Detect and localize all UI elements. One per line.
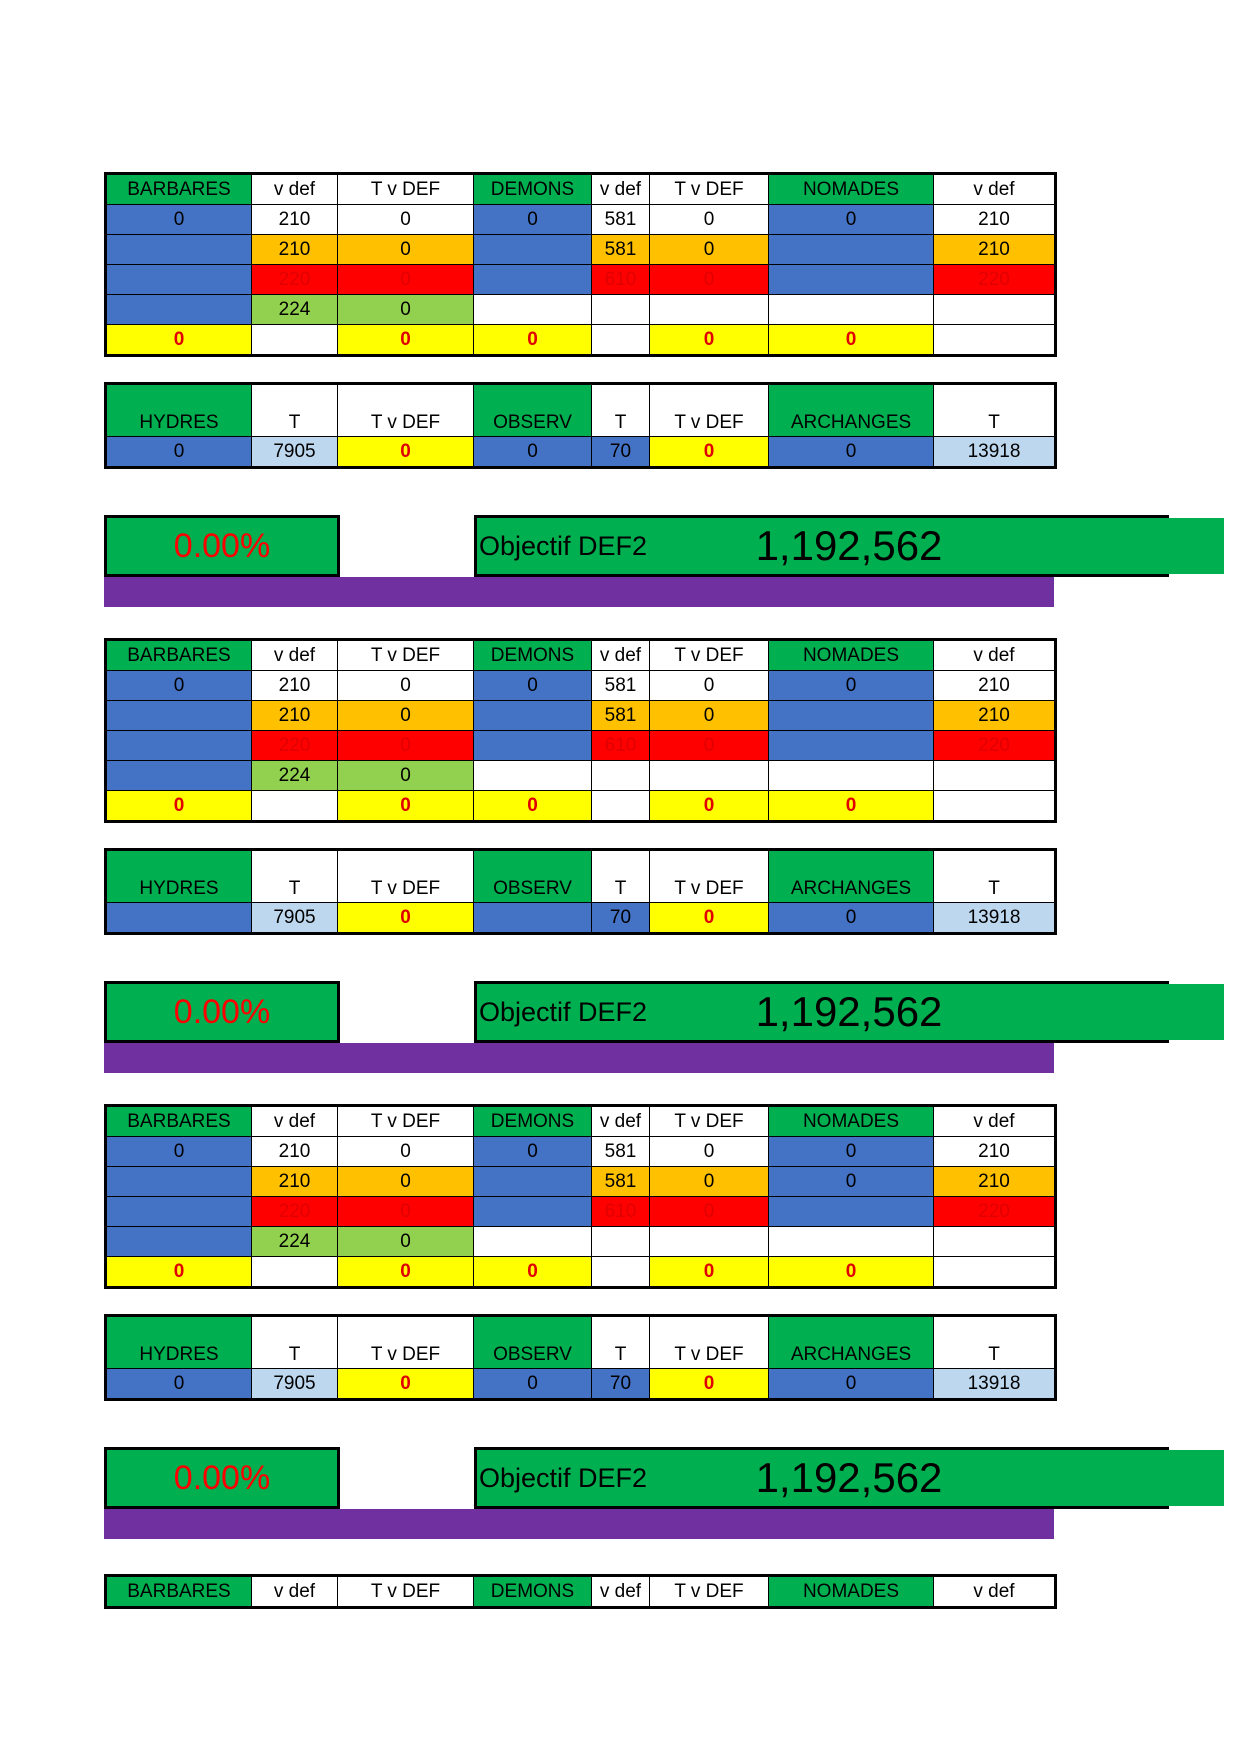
header-cell[interactable]: BARBARES <box>106 174 252 205</box>
table-row <box>106 1369 1056 1400</box>
header-cell[interactable]: T v DEF <box>338 174 474 205</box>
table-cell[interactable]: 0 <box>769 791 934 822</box>
table-cell[interactable] <box>769 295 934 325</box>
table-cell[interactable]: 0 <box>474 1257 592 1288</box>
objective-value: 1,192,562 <box>649 1447 1169 1509</box>
header-cell[interactable]: T v DEF <box>650 1576 769 1608</box>
table-cell[interactable]: 581 <box>592 205 650 235</box>
table-cell[interactable]: 210 <box>934 701 1056 731</box>
header-cell[interactable]: T v DEF <box>650 850 769 903</box>
table-row <box>106 325 1056 356</box>
objective-value: 1,192,562 <box>649 515 1169 577</box>
header-cell[interactable]: HYDRES <box>106 850 252 903</box>
header-cell[interactable]: T v DEF <box>338 1106 474 1137</box>
special-unit-table <box>104 382 1057 469</box>
table-cell[interactable]: 0 <box>474 1137 592 1167</box>
header-cell[interactable]: T <box>252 850 338 903</box>
header-cell[interactable]: v def <box>592 640 650 671</box>
table-cell[interactable]: 0 <box>338 671 474 701</box>
header-cell[interactable]: v def <box>252 174 338 205</box>
table-cell[interactable]: 0 <box>338 731 474 761</box>
table-cell[interactable] <box>934 791 1056 822</box>
table-cell[interactable]: 0 <box>106 437 252 468</box>
table-cell[interactable]: 0 <box>474 1369 592 1400</box>
table-row <box>106 1137 1056 1167</box>
table-cell[interactable]: 0 <box>338 1227 474 1257</box>
divider-bar <box>104 1509 1054 1539</box>
table-cell[interactable]: 0 <box>338 437 474 468</box>
table-cell[interactable] <box>106 1167 252 1197</box>
table-cell[interactable] <box>106 295 252 325</box>
table-cell[interactable]: 581 <box>592 701 650 731</box>
summary-bar <box>104 515 1174 607</box>
table-row <box>106 205 1056 235</box>
table-cell[interactable] <box>934 1257 1056 1288</box>
table-cell[interactable]: 0 <box>474 437 592 468</box>
table-cell[interactable]: 210 <box>252 701 338 731</box>
header-cell[interactable]: v def <box>934 174 1056 205</box>
progress-percent: 0.00% <box>104 1447 340 1509</box>
table-cell[interactable]: 0 <box>650 1257 769 1288</box>
table-row <box>106 1167 1056 1197</box>
unit-table <box>104 1104 1057 1289</box>
table-cell[interactable]: 7905 <box>252 903 338 934</box>
table-cell[interactable]: 0 <box>106 1369 252 1400</box>
header-cell[interactable]: T <box>252 1316 338 1369</box>
header-cell[interactable]: T v DEF <box>338 850 474 903</box>
table-cell[interactable]: 13918 <box>934 437 1056 468</box>
table-cell[interactable] <box>474 903 592 934</box>
table-cell[interactable]: 0 <box>474 325 592 356</box>
header-cell[interactable]: NOMADES <box>769 1576 934 1608</box>
table-row <box>106 437 1056 468</box>
table-cell[interactable] <box>106 701 252 731</box>
table-cell[interactable]: 0 <box>338 325 474 356</box>
table-row <box>106 1197 1056 1227</box>
table-cell[interactable]: 0 <box>338 1197 474 1227</box>
table-cell[interactable]: 220 <box>252 1197 338 1227</box>
divider-bar <box>104 1043 1054 1073</box>
header-cell[interactable]: T v DEF <box>650 1316 769 1369</box>
summary-bar <box>104 1447 1174 1539</box>
table-cell[interactable]: 0 <box>650 701 769 731</box>
table-cell[interactable]: 581 <box>592 235 650 265</box>
table-cell[interactable] <box>592 761 650 791</box>
header-cell[interactable]: T <box>934 384 1056 437</box>
table-row <box>106 295 1056 325</box>
header-cell[interactable]: v def <box>934 1576 1056 1608</box>
table-cell[interactable] <box>474 701 592 731</box>
table-cell[interactable] <box>592 295 650 325</box>
header-cell[interactable]: T <box>934 1316 1056 1369</box>
table-cell[interactable]: 210 <box>934 235 1056 265</box>
header-cell[interactable]: ARCHANGES <box>769 850 934 903</box>
header-cell[interactable]: OBSERV <box>474 1316 592 1369</box>
table-cell[interactable] <box>650 761 769 791</box>
header-cell[interactable]: v def <box>252 640 338 671</box>
table-cell[interactable] <box>106 1197 252 1227</box>
table-cell[interactable]: 0 <box>474 791 592 822</box>
table-cell[interactable]: 220 <box>934 731 1056 761</box>
header-cell[interactable]: v def <box>934 1106 1056 1137</box>
header-cell[interactable]: v def <box>592 1576 650 1608</box>
table-cell[interactable]: 0 <box>769 1369 934 1400</box>
table-cell[interactable]: 0 <box>106 205 252 235</box>
table-cell[interactable]: 220 <box>252 731 338 761</box>
table-cell[interactable]: 0 <box>338 205 474 235</box>
table-cell[interactable]: 13918 <box>934 1369 1056 1400</box>
table-cell[interactable]: 581 <box>592 671 650 701</box>
header-cell[interactable]: T v DEF <box>650 1106 769 1137</box>
header-cell[interactable]: T <box>592 1316 650 1369</box>
table-cell[interactable]: 0 <box>650 325 769 356</box>
objective-value: 1,192,562 <box>649 981 1169 1043</box>
progress-percent: 0.00% <box>104 981 340 1043</box>
table-cell[interactable]: 0 <box>650 1137 769 1167</box>
table-cell[interactable] <box>769 235 934 265</box>
table-cell[interactable] <box>934 295 1056 325</box>
table-cell[interactable] <box>769 731 934 761</box>
table-cell[interactable]: 581 <box>592 1167 650 1197</box>
table-cell[interactable]: 210 <box>934 1167 1056 1197</box>
table-cell[interactable]: 220 <box>934 1197 1056 1227</box>
objective-label: Objectif DEF2 <box>474 1447 652 1509</box>
final-header-table <box>104 1574 1057 1609</box>
table-cell[interactable] <box>474 235 592 265</box>
table-cell[interactable] <box>106 265 252 295</box>
header-cell[interactable]: BARBARES <box>106 1576 252 1608</box>
table-cell[interactable] <box>934 761 1056 791</box>
header-cell[interactable]: T v DEF <box>650 174 769 205</box>
table-cell[interactable]: 0 <box>650 265 769 295</box>
table-cell[interactable]: 0 <box>769 903 934 934</box>
divider-bar <box>104 577 1054 607</box>
header-cell[interactable]: T v DEF <box>338 384 474 437</box>
header-cell[interactable]: T v DEF <box>338 640 474 671</box>
table-cell[interactable] <box>474 1227 592 1257</box>
table-cell[interactable]: 0 <box>769 1257 934 1288</box>
summary-bar <box>104 981 1174 1073</box>
table-cell[interactable] <box>252 325 338 356</box>
table-cell[interactable] <box>769 1197 934 1227</box>
table-cell[interactable]: 0 <box>650 1197 769 1227</box>
table-cell[interactable]: 0 <box>474 205 592 235</box>
table-cell[interactable]: 0 <box>650 437 769 468</box>
table-cell[interactable]: 0 <box>769 437 934 468</box>
table-cell[interactable] <box>252 791 338 822</box>
header-cell[interactable]: HYDRES <box>106 384 252 437</box>
table-cell[interactable]: 0 <box>106 1257 252 1288</box>
table-cell[interactable] <box>474 1167 592 1197</box>
table-cell[interactable]: 0 <box>769 325 934 356</box>
table-cell[interactable]: 224 <box>252 761 338 791</box>
table-cell[interactable]: 0 <box>650 671 769 701</box>
table-cell[interactable]: 610 <box>592 1197 650 1227</box>
table-cell[interactable]: 220 <box>252 265 338 295</box>
table-cell[interactable]: 0 <box>769 1137 934 1167</box>
table-cell[interactable]: 0 <box>338 791 474 822</box>
table-cell[interactable] <box>769 701 934 731</box>
table-cell[interactable] <box>592 325 650 356</box>
header-cell[interactable]: T <box>252 384 338 437</box>
table-cell[interactable]: 0 <box>650 1369 769 1400</box>
table-cell[interactable]: 0 <box>106 671 252 701</box>
table-cell[interactable]: 0 <box>474 671 592 701</box>
header-cell[interactable]: v def <box>252 1106 338 1137</box>
header-cell[interactable]: DEMONS <box>474 640 592 671</box>
header-cell[interactable]: T <box>934 850 1056 903</box>
table-cell[interactable] <box>769 265 934 295</box>
table-row <box>106 1227 1056 1257</box>
table-cell[interactable]: 210 <box>252 1167 338 1197</box>
table-cell[interactable]: 210 <box>252 671 338 701</box>
table-cell[interactable]: 0 <box>338 265 474 295</box>
header-cell[interactable]: ARCHANGES <box>769 384 934 437</box>
special-unit-table <box>104 848 1057 935</box>
table-cell[interactable]: 0 <box>106 325 252 356</box>
table-cell[interactable]: 0 <box>650 791 769 822</box>
table-cell[interactable]: 0 <box>338 903 474 934</box>
table-cell[interactable] <box>592 1227 650 1257</box>
objective-label: Objectif DEF2 <box>474 515 652 577</box>
table-cell[interactable] <box>474 265 592 295</box>
table-row <box>106 903 1056 934</box>
header-cell[interactable]: T v DEF <box>650 640 769 671</box>
table-cell[interactable]: 210 <box>252 1137 338 1167</box>
table-cell[interactable]: 210 <box>252 235 338 265</box>
table-cell[interactable]: 7905 <box>252 437 338 468</box>
table-cell[interactable] <box>934 1227 1056 1257</box>
progress-percent: 0.00% <box>104 515 340 577</box>
table-cell[interactable]: 210 <box>934 671 1056 701</box>
table-cell[interactable]: 610 <box>592 731 650 761</box>
table-cell[interactable] <box>106 731 252 761</box>
header-cell[interactable]: v def <box>592 1106 650 1137</box>
header-cell[interactable]: OBSERV <box>474 384 592 437</box>
table-cell[interactable] <box>474 761 592 791</box>
header-cell[interactable]: BARBARES <box>106 1106 252 1137</box>
table-cell[interactable]: 0 <box>769 671 934 701</box>
header-cell[interactable]: T v DEF <box>338 1316 474 1369</box>
table-cell[interactable]: 0 <box>769 1167 934 1197</box>
table-cell[interactable]: 220 <box>934 265 1056 295</box>
header-cell[interactable]: OBSERV <box>474 850 592 903</box>
table-cell[interactable]: 0 <box>106 791 252 822</box>
table-cell[interactable]: 0 <box>338 1137 474 1167</box>
table-cell[interactable]: 0 <box>338 1369 474 1400</box>
unit-table <box>104 172 1057 357</box>
table-cell[interactable]: 0 <box>338 701 474 731</box>
header-cell[interactable]: BARBARES <box>106 640 252 671</box>
table-cell[interactable]: 210 <box>252 205 338 235</box>
header-cell[interactable]: T <box>592 384 650 437</box>
table-cell[interactable] <box>769 1227 934 1257</box>
table-cell[interactable] <box>592 791 650 822</box>
table-cell[interactable] <box>252 1257 338 1288</box>
special-unit-table <box>104 1314 1057 1401</box>
table-cell[interactable]: 0 <box>650 1167 769 1197</box>
table-row <box>106 731 1056 761</box>
table-cell[interactable]: 70 <box>592 1369 650 1400</box>
table-cell[interactable]: 70 <box>592 437 650 468</box>
table-cell[interactable]: 0 <box>769 205 934 235</box>
table-cell[interactable]: 0 <box>338 235 474 265</box>
table-cell[interactable] <box>106 235 252 265</box>
header-cell[interactable]: T <box>592 850 650 903</box>
table-cell[interactable]: 0 <box>338 1257 474 1288</box>
table-cell[interactable] <box>106 903 252 934</box>
table-cell[interactable] <box>474 1197 592 1227</box>
table-row <box>106 791 1056 822</box>
table-row <box>106 761 1056 791</box>
table-cell[interactable]: 70 <box>592 903 650 934</box>
table-cell[interactable] <box>106 1227 252 1257</box>
table-cell[interactable]: 610 <box>592 265 650 295</box>
table-cell[interactable]: 0 <box>650 903 769 934</box>
table-cell[interactable]: 0 <box>650 205 769 235</box>
header-cell[interactable]: DEMONS <box>474 1576 592 1608</box>
table-cell[interactable] <box>769 761 934 791</box>
header-cell[interactable]: v def <box>934 640 1056 671</box>
table-cell[interactable] <box>650 295 769 325</box>
table-cell[interactable] <box>650 1227 769 1257</box>
table-cell[interactable]: 0 <box>106 1137 252 1167</box>
table-cell[interactable] <box>474 731 592 761</box>
table-cell[interactable]: 210 <box>934 205 1056 235</box>
table-cell[interactable]: 0 <box>338 761 474 791</box>
table-cell[interactable]: 0 <box>650 731 769 761</box>
table-row <box>106 1257 1056 1288</box>
table-cell[interactable]: 210 <box>934 1137 1056 1167</box>
header-cell[interactable]: NOMADES <box>769 1106 934 1137</box>
header-cell[interactable]: NOMADES <box>769 640 934 671</box>
table-cell[interactable] <box>106 761 252 791</box>
table-row <box>106 701 1056 731</box>
header-cell[interactable]: v def <box>592 174 650 205</box>
table-row <box>106 235 1056 265</box>
table-cell[interactable] <box>592 1257 650 1288</box>
header-cell[interactable]: HYDRES <box>106 1316 252 1369</box>
table-cell[interactable]: 13918 <box>934 903 1056 934</box>
header-cell[interactable]: T v DEF <box>338 1576 474 1608</box>
table-cell[interactable]: 224 <box>252 295 338 325</box>
header-cell[interactable]: T v DEF <box>650 384 769 437</box>
table-cell[interactable]: 581 <box>592 1137 650 1167</box>
header-cell[interactable]: NOMADES <box>769 174 934 205</box>
table-row <box>106 265 1056 295</box>
header-cell[interactable]: DEMONS <box>474 1106 592 1137</box>
header-cell[interactable]: ARCHANGES <box>769 1316 934 1369</box>
table-cell[interactable]: 0 <box>338 1167 474 1197</box>
table-cell[interactable]: 224 <box>252 1227 338 1257</box>
header-cell[interactable]: v def <box>252 1576 338 1608</box>
objective-label: Objectif DEF2 <box>474 981 652 1043</box>
table-cell[interactable] <box>474 295 592 325</box>
table-cell[interactable]: 0 <box>650 235 769 265</box>
table-cell[interactable] <box>934 325 1056 356</box>
table-row <box>106 671 1056 701</box>
table-cell[interactable]: 7905 <box>252 1369 338 1400</box>
header-cell[interactable]: DEMONS <box>474 174 592 205</box>
unit-table <box>104 638 1057 823</box>
table-cell[interactable]: 0 <box>338 295 474 325</box>
